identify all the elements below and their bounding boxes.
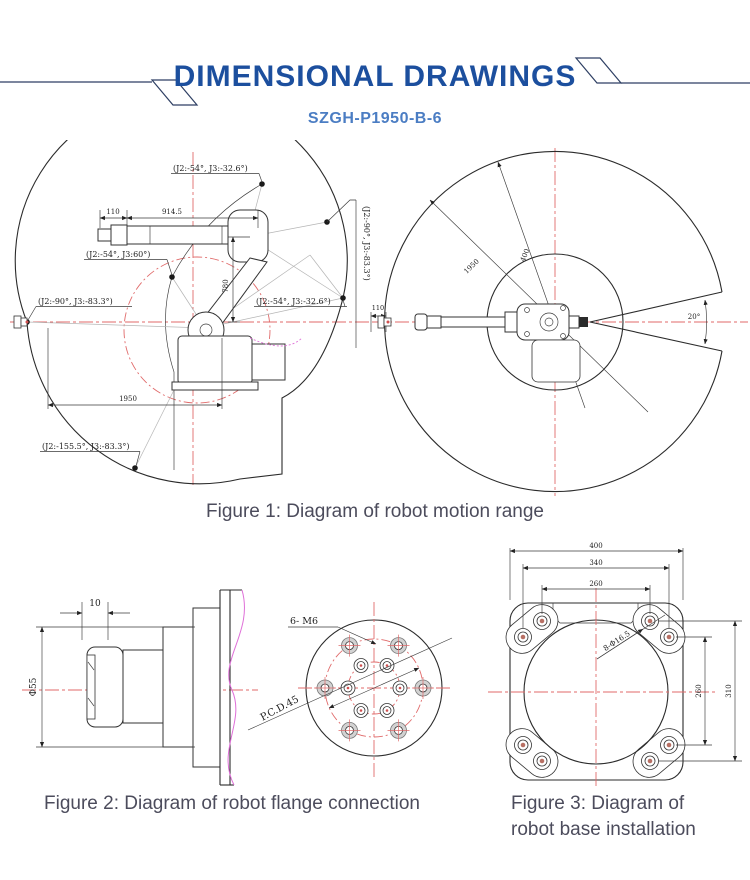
dim-rear-radius: 400 — [518, 247, 532, 263]
label-bolt-holes: 6- M6 — [290, 616, 319, 627]
dead-zone-upper-edge — [590, 292, 722, 322]
top-view-connector-icon — [378, 316, 391, 328]
base-side-box — [252, 344, 285, 380]
figure3-caption-line1: Figure 3: Diagram of — [511, 793, 685, 814]
side-view-diagram — [10, 140, 372, 485]
robot-top-silhouette — [415, 304, 588, 382]
tool-tip-top — [415, 314, 427, 330]
flange-disc — [163, 627, 193, 747]
figure1-motion-range-drawing — [0, 140, 750, 500]
pose-label-mid: (J2:-54°, J3:60°) — [86, 250, 151, 259]
figure3-caption — [511, 791, 696, 843]
figure1-caption: Figure 1: Diagram of robot motion range — [206, 501, 544, 522]
motion-range-outline — [15, 140, 347, 484]
flange-face-view — [248, 602, 452, 780]
pose-label-upper-right: (J2:-90°, J3:-83.3°) — [362, 206, 371, 281]
corner-pads — [500, 598, 692, 784]
body-flange-top — [569, 316, 579, 328]
pose-label-right: (J2:-54°, J3:-32.6°) — [256, 297, 331, 306]
tool-flange — [111, 225, 127, 245]
pose-label-bottom: (J2:-155.5°, J3:-83.3°) — [42, 442, 130, 451]
figure3-caption-line2: robot base installation — [511, 819, 696, 840]
tool-flange-top — [427, 316, 441, 328]
tool-tip — [98, 229, 111, 241]
dim-flange-width: 10 — [89, 599, 101, 609]
base-outline-top — [532, 340, 580, 382]
dim-wrist-height: 780 — [222, 279, 230, 293]
pose-label-top: (J2:-54°, J3:-32.6°) — [173, 164, 248, 173]
dim-flange-diameter: Φ55 — [29, 677, 39, 697]
dim-max-reach: 1950 — [119, 395, 137, 403]
dim-mount-holes: 8-Φ16.5 — [601, 628, 632, 653]
wrist-top — [505, 312, 517, 332]
shaft-cylinder — [123, 650, 163, 723]
page-title: DIMENSIONAL DRAWINGS — [173, 60, 577, 93]
base-installation-view — [488, 542, 742, 788]
figure2-caption: Figure 2: Diagram of robot flange connection — [44, 793, 420, 814]
model-subtitle: SZGH-P1950-B-6 — [307, 110, 443, 127]
base-dimensions — [510, 542, 742, 761]
dead-zone-lower-edge — [590, 322, 722, 351]
dim-base-width-mid: 340 — [589, 559, 603, 567]
dim-tool-length: 110 — [106, 208, 120, 216]
arm-shaft-top — [441, 317, 505, 327]
dim-dead-zone-angle: 20° — [687, 313, 701, 321]
base-foot — [172, 382, 258, 390]
dim-base-height-inner: 260 — [695, 684, 703, 698]
robot-base — [178, 336, 252, 384]
pose-label-left: (J2:-90°, J3:-83.3°) — [38, 297, 113, 306]
dim-arm-length: 914.5 — [161, 208, 183, 216]
label-pitch-circle: P.C.D.45 — [258, 694, 301, 724]
figure2-figure3-drawing — [0, 540, 750, 790]
top-view-diagram — [371, 148, 748, 496]
rear-stub — [579, 317, 588, 327]
left-connector-icon — [14, 316, 29, 328]
forearm-link — [127, 226, 232, 244]
mount-block — [193, 608, 220, 767]
flange-profile — [87, 590, 244, 785]
dim-base-width-inner: 260 — [589, 580, 603, 588]
dim-base-offset: 110 — [371, 304, 385, 312]
dim-base-height-outer: 310 — [725, 684, 733, 698]
dim-base-width-outer: 400 — [589, 542, 603, 550]
dim-reach-radius: 1950 — [462, 257, 481, 276]
nose-cap — [87, 655, 95, 719]
flange-side-view — [22, 590, 258, 785]
